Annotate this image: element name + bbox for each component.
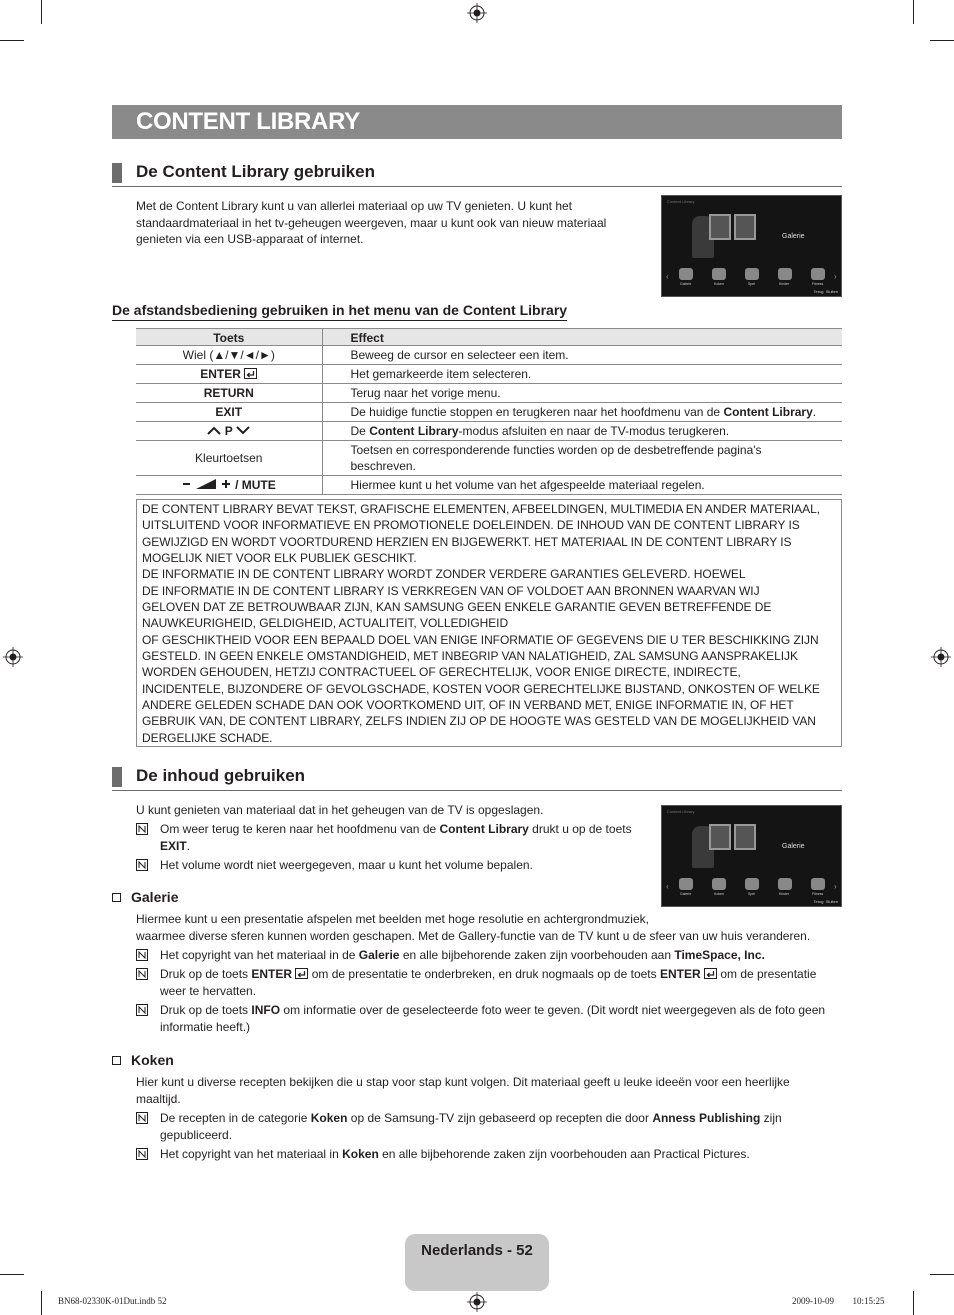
key-cell: Wiel (▲/▼/◄/►): [136, 346, 322, 365]
disclaimer-line: UITSLUITEND VOOR INFORMATIEVE EN PROMOTIONELE DOELEINDEN. DE INHOUD VAN DE CONTENT LIBRARY IS: [142, 518, 800, 533]
effect-cell: Hiermee kunt u het volume van het afgespeelde materiaal regelen.: [322, 476, 842, 495]
note-bold: EXIT: [160, 839, 187, 853]
effect-text: beschreven.: [350, 459, 416, 473]
effect-text: De huidige functie stoppen en terugkeren naar het hoofdmenu van de: [350, 405, 724, 419]
section-heading: [112, 161, 842, 187]
note-bold: Galerie: [358, 948, 400, 962]
effect-cell: [322, 441, 842, 476]
section-heading-text: De inhoud gebruiken: [136, 766, 306, 785]
heading-text: Koken: [131, 1052, 174, 1068]
key-label: P: [224, 424, 233, 438]
disclaimer-line: INCIDENTELE, BIJZONDERE OF GEVOLGSCHADE, KOSTEN VOOR GERECHTELIJKE BIJSTAND, ONKOSTEN OF WELKE: [142, 681, 820, 696]
key-cell: [136, 403, 322, 422]
picture-frame-graphic: [709, 214, 731, 240]
tv-icon-label: Galerie: [680, 282, 692, 286]
note: [136, 857, 646, 874]
tv-return-label: Terug: [813, 899, 824, 904]
section2-intro: U kunt genieten van materiaal dat in het geheugen van de TV is opgeslagen.: [136, 803, 544, 817]
effect-cell: [322, 422, 842, 441]
tv-icon-label: Koken: [714, 282, 724, 286]
checkbox-bullet-icon: [112, 1056, 121, 1065]
tv-icon-label: Kinder: [779, 282, 790, 286]
section-heading-text: De Content Library gebruiken: [136, 162, 375, 181]
crop-mark: [913, 0, 914, 24]
note-bold: Koken: [310, 1111, 348, 1125]
key-label: ENTER: [200, 367, 241, 381]
chevron-left-icon: ‹: [666, 882, 669, 891]
disclaimer-line: WORDEN GEHOUDEN, HETZIJ CONTRACTUEEL OF GERECHTELIJK, VOOR ENIGE DIRECTE, INDIRECTE,: [142, 665, 741, 680]
disclaimer-line: OF GESCHIKTHEID VOOR EEN BEPAALD DOEL VAN ENIGE INFORMATIE OF GEGEVENS DIE U TER BESCHIKKING ZIJN: [142, 632, 819, 647]
footer-file-info: BN68-02330K-01Dut.indb 52: [58, 1296, 167, 1306]
note-text: [160, 1146, 750, 1163]
note-text-part: weer te hervatten.: [160, 984, 257, 998]
heading-bar: [112, 767, 122, 787]
registration-mark-icon: [3, 647, 23, 667]
note: [136, 1002, 842, 1036]
note: [136, 1146, 842, 1163]
fitness-icon: [811, 268, 825, 280]
tv-footer: [814, 899, 838, 904]
cooking-icon: [712, 878, 726, 890]
key-cell: [136, 365, 322, 384]
tv-icon-row: [676, 268, 826, 286]
key-label: EXIT: [215, 405, 243, 419]
table-row: [136, 384, 842, 403]
note-text: [160, 966, 842, 1000]
note-text-part: informatie heeft.): [160, 1020, 251, 1034]
cooking-icon: [712, 268, 726, 280]
footer-timestamp: 2009-10-09 ￿￿ 10:15:25: [792, 1296, 885, 1306]
effect-bold: Content Library: [723, 405, 813, 419]
registration-mark-icon: [931, 647, 951, 667]
effect-text: Toetsen en corresponderende functies worden op de desbetreffende pagina's: [350, 443, 762, 457]
note-text-part: .: [186, 839, 191, 853]
key-cell: [136, 422, 322, 441]
note-text-part: Druk op de toets: [160, 967, 252, 981]
note-text-part: gepubliceerd.: [160, 1128, 233, 1142]
chevron-right-icon: ›: [834, 882, 837, 891]
chevron-right-icon: ›: [834, 272, 837, 281]
disclaimer-line: DE INFORMATIE IN DE CONTENT LIBRARY IS VERKREGEN VAN OF VOLDOET AAN BRONNEN WAARVAN WIJ: [142, 583, 760, 598]
note-bold: ENTER: [251, 967, 293, 981]
note-icon: [136, 949, 148, 961]
note-bold: Anness Publishing: [652, 1111, 761, 1125]
note-text-part: en alle bijbehorende zaken zijn voorbehouden aan: [399, 948, 675, 962]
intro-paragraph: [136, 198, 636, 248]
key-cell: [136, 384, 322, 403]
note-text: [160, 1002, 842, 1036]
crop-mark: [930, 1274, 954, 1275]
disclaimer-line: DE INFORMATIE IN DE CONTENT LIBRARY WORDT ZONDER VERDERE GARANTIES GELEVERD. HOEWEL: [142, 567, 746, 582]
galerie-paragraph: [136, 911, 842, 944]
disclaimer-line: GELOVEN DAT ZE BETROUWBAAR ZIJN, KAN SAMSUNG GEEN ENKELE GARANTIE GEVEN BETREFFENDE DE: [142, 600, 772, 615]
note-icon: [136, 1004, 148, 1016]
note-text: [160, 947, 765, 964]
note-bold: Koken: [342, 1147, 379, 1161]
crop-mark: [0, 40, 24, 41]
note-bold: ENTER: [659, 967, 701, 981]
effect-cell: Beweeg de cursor en selecteer een item.: [322, 346, 842, 365]
note-text-part: Om weer terug te keren naar het hoofdmenu van de: [160, 822, 440, 836]
crop-mark: [930, 40, 954, 41]
disclaimer-line: GEBRUIK VAN, DE CONTENT LIBRARY, ZELFS INDIEN ZIJ OP DE HOOGTE WAS GESTELD VAN DE MOGELIJKHEID VAN: [142, 714, 816, 729]
note: [136, 966, 842, 1000]
note-text-part: Het copyright van het materiaal in: [160, 1147, 343, 1161]
effect-text: De: [350, 424, 370, 438]
disclaimer-line: GEWIJZIGD EN WORDT VOORTDUREND HERZIEN EN BIJGEWERKT. HET MATERIAAL IN DE CONTENT LIBRARY IS: [142, 534, 792, 549]
registration-mark-icon: [467, 3, 487, 23]
text-line: Met de Content Library kunt u van allerlei materiaal op uw TV genieten. U kunt het: [136, 199, 573, 213]
tv-icon-label: Spel: [748, 282, 756, 286]
table-row: [136, 365, 842, 384]
disclaimer-line: DE CONTENT LIBRARY BEVAT TEKST, GRAFISCHE ELEMENTEN, AFBEELDINGEN, MULTIMEDIA EN ANDER MATERIAAL,: [142, 502, 820, 516]
tv-return-label: Terug: [813, 289, 824, 294]
tv-screen-image: [661, 805, 842, 907]
note-text-part: en alle bijbehorende zaken zijn voorbehouden aan Practical Pictures.: [378, 1147, 750, 1161]
picture-frame-graphic: [734, 214, 756, 240]
tv-selected-label: Galerie: [782, 843, 805, 850]
effect-cell: Terug naar het vorige menu.: [322, 384, 842, 403]
disclaimer-line: MOGELIJK NIET VOOR ELK PUBLIEK GESCHIKT.: [142, 551, 417, 566]
tv-header: Content Library: [667, 809, 695, 814]
column-header-key: Toets: [136, 329, 322, 346]
page-number: Nederlands - 52: [421, 1242, 533, 1259]
tv-icon-label: Spel: [748, 892, 756, 896]
section-heading: [112, 765, 842, 791]
picture-frame-graphic: [734, 824, 756, 850]
text-line: genieten via een USB-apparaat of internet.: [136, 232, 364, 246]
gallery-icon: [679, 878, 693, 890]
note-text-part: om de presentatie te onderbreken, en druk nogmaals op de toets: [308, 967, 660, 981]
page-title: CONTENT LIBRARY: [136, 108, 360, 135]
note-bold: INFO: [251, 1003, 281, 1017]
note-text-part: De recepten in de categorie: [160, 1111, 311, 1125]
game-icon: [745, 268, 759, 280]
note-icon: [136, 823, 148, 835]
crop-mark: [0, 1274, 24, 1275]
effect-text: -modus afsluiten en naar de TV-modus terugkeren.: [458, 424, 730, 438]
note-text-part: Druk op de toets: [160, 1003, 252, 1017]
table-row: [136, 422, 842, 441]
game-icon: [745, 878, 759, 890]
note-icon: [136, 1112, 148, 1124]
note-text-part: Het copyright van het materiaal in de: [160, 948, 359, 962]
enter-icon: [295, 968, 308, 979]
enter-icon: [704, 968, 717, 979]
table-row: [136, 346, 842, 365]
koken-heading: [112, 1052, 174, 1068]
crop-mark: [41, 1291, 42, 1315]
tv-screen-image: [661, 195, 842, 297]
disclaimer-line: ANDERE GELEDEN SCHADE DAN OOK VOORTKOMEND UIT, OF IN VERBAND MET, ENIGE INFORMATIE IN, OF HET: [142, 698, 794, 713]
note: [136, 947, 842, 964]
fitness-icon: [811, 878, 825, 890]
heading-bar: [112, 163, 122, 183]
note: [136, 1110, 842, 1144]
text-line: standaardmateriaal in het tv-geheugen weergeven, maar u kunt ook van nieuw materiaal: [136, 215, 607, 230]
disclaimer-line: DERGELIJKE SCHADE.: [142, 730, 273, 745]
key-table: [136, 328, 842, 495]
note-text-part: zijn: [760, 1111, 782, 1125]
note-text-part: om de presentatie: [716, 967, 817, 981]
tv-icon-row: [676, 878, 826, 896]
note-text: [160, 821, 632, 855]
key-label: / MUTE: [235, 478, 276, 492]
effect-text: .: [812, 405, 817, 419]
page-title-bar: [112, 105, 842, 139]
remote-heading: De afstandsbediening gebruiken in het menu van de Content Library: [112, 302, 567, 321]
note-text-part: op de Samsung-TV zijn gebaseerd op recepten die door: [347, 1111, 653, 1125]
note-bold: TimeSpace, Inc.: [674, 948, 765, 962]
note-text: Het volume wordt niet weergegeven, maar u kunt het volume bepalen.: [160, 858, 533, 872]
text-line: Hier kunt u diverse recepten bekijken die u stap voor stap kunt volgen. Dit materiaal geeft u leuke ideeën voor een heerlijke: [136, 1075, 790, 1089]
key-cell: Kleurtoetsen: [136, 441, 322, 476]
crop-mark: [913, 1291, 914, 1315]
tv-header: Content Library: [667, 199, 695, 204]
koken-paragraph: [136, 1074, 842, 1107]
tv-selected-label: Galerie: [782, 233, 805, 240]
registration-mark-icon: [467, 1292, 487, 1312]
page-number-tab: [405, 1234, 549, 1291]
effect-bold: Content Library: [369, 424, 459, 438]
tv-exit-label: Sluiten: [825, 289, 838, 294]
gallery-icon: [679, 268, 693, 280]
tv-icon-label: Koken: [714, 892, 724, 896]
tv-icon-label: Fitness: [812, 892, 824, 896]
checkbox-bullet-icon: [112, 893, 121, 902]
note-icon: [136, 968, 148, 980]
text-line: waarmee diverse sferen kunnen worden geschapen. Met de Gallery-functie van de TV kunt u de sfeer van uw huis veranderen.: [136, 928, 811, 943]
note-icon: [136, 859, 148, 871]
table-header-row: [136, 329, 842, 346]
note-text-part: om informatie over de geselecteerde foto weer te geven. (Dit wordt niet weergegeven als de foto geen: [280, 1003, 826, 1017]
chevron-down-icon: [236, 426, 250, 435]
note: [136, 821, 646, 855]
effect-cell: [322, 403, 842, 422]
kids-icon: [778, 878, 792, 890]
disclaimer-line: GESTELD. IN GEEN ENKELE OMSTANDIGHEID, MET INBEGRIP VAN NALATIGHEID, ZAL SAMSUNG AANSPRAKELIJK: [142, 649, 798, 664]
note-icon: [136, 1148, 148, 1160]
tv-footer: [814, 289, 838, 294]
table-row: [136, 476, 842, 495]
effect-cell: Het gemarkeerde item selecteren.: [322, 365, 842, 384]
picture-frame-graphic: [709, 824, 731, 850]
note-text: [160, 1110, 842, 1144]
text-line: maaltijd.: [136, 1091, 181, 1106]
tv-icon-label: Galerie: [680, 892, 692, 896]
disclaimer-box: [136, 499, 842, 747]
chevron-left-icon: ‹: [666, 272, 669, 281]
heading-text: Galerie: [131, 889, 179, 905]
table-row: [136, 403, 842, 422]
chevron-up-icon: [207, 426, 221, 435]
key-cell: [136, 476, 322, 495]
column-header-effect: Effect: [322, 329, 842, 346]
tv-icon-label: Fitness: [812, 282, 824, 286]
volume-icon: [182, 478, 232, 490]
tv-exit-label: Sluiten: [825, 899, 838, 904]
kids-icon: [778, 268, 792, 280]
note-text-part: drukt u op de toets: [528, 822, 632, 836]
enter-icon: [244, 368, 257, 379]
galerie-heading: [112, 889, 178, 905]
note-bold: Content Library: [439, 822, 529, 836]
table-row: [136, 441, 842, 476]
disclaimer-line: NAUWKEURIGHEID, GELDIGHEID, ACTUALITEIT, VOLLEDIGHEID: [142, 616, 509, 631]
crop-mark: [41, 0, 42, 24]
key-label: RETURN: [203, 386, 254, 400]
text-line: Hiermee kunt u een presentatie afspelen met beelden met hoge resolutie en achtergrondmuziek,: [136, 912, 649, 926]
tv-icon-label: Kinder: [779, 892, 790, 896]
